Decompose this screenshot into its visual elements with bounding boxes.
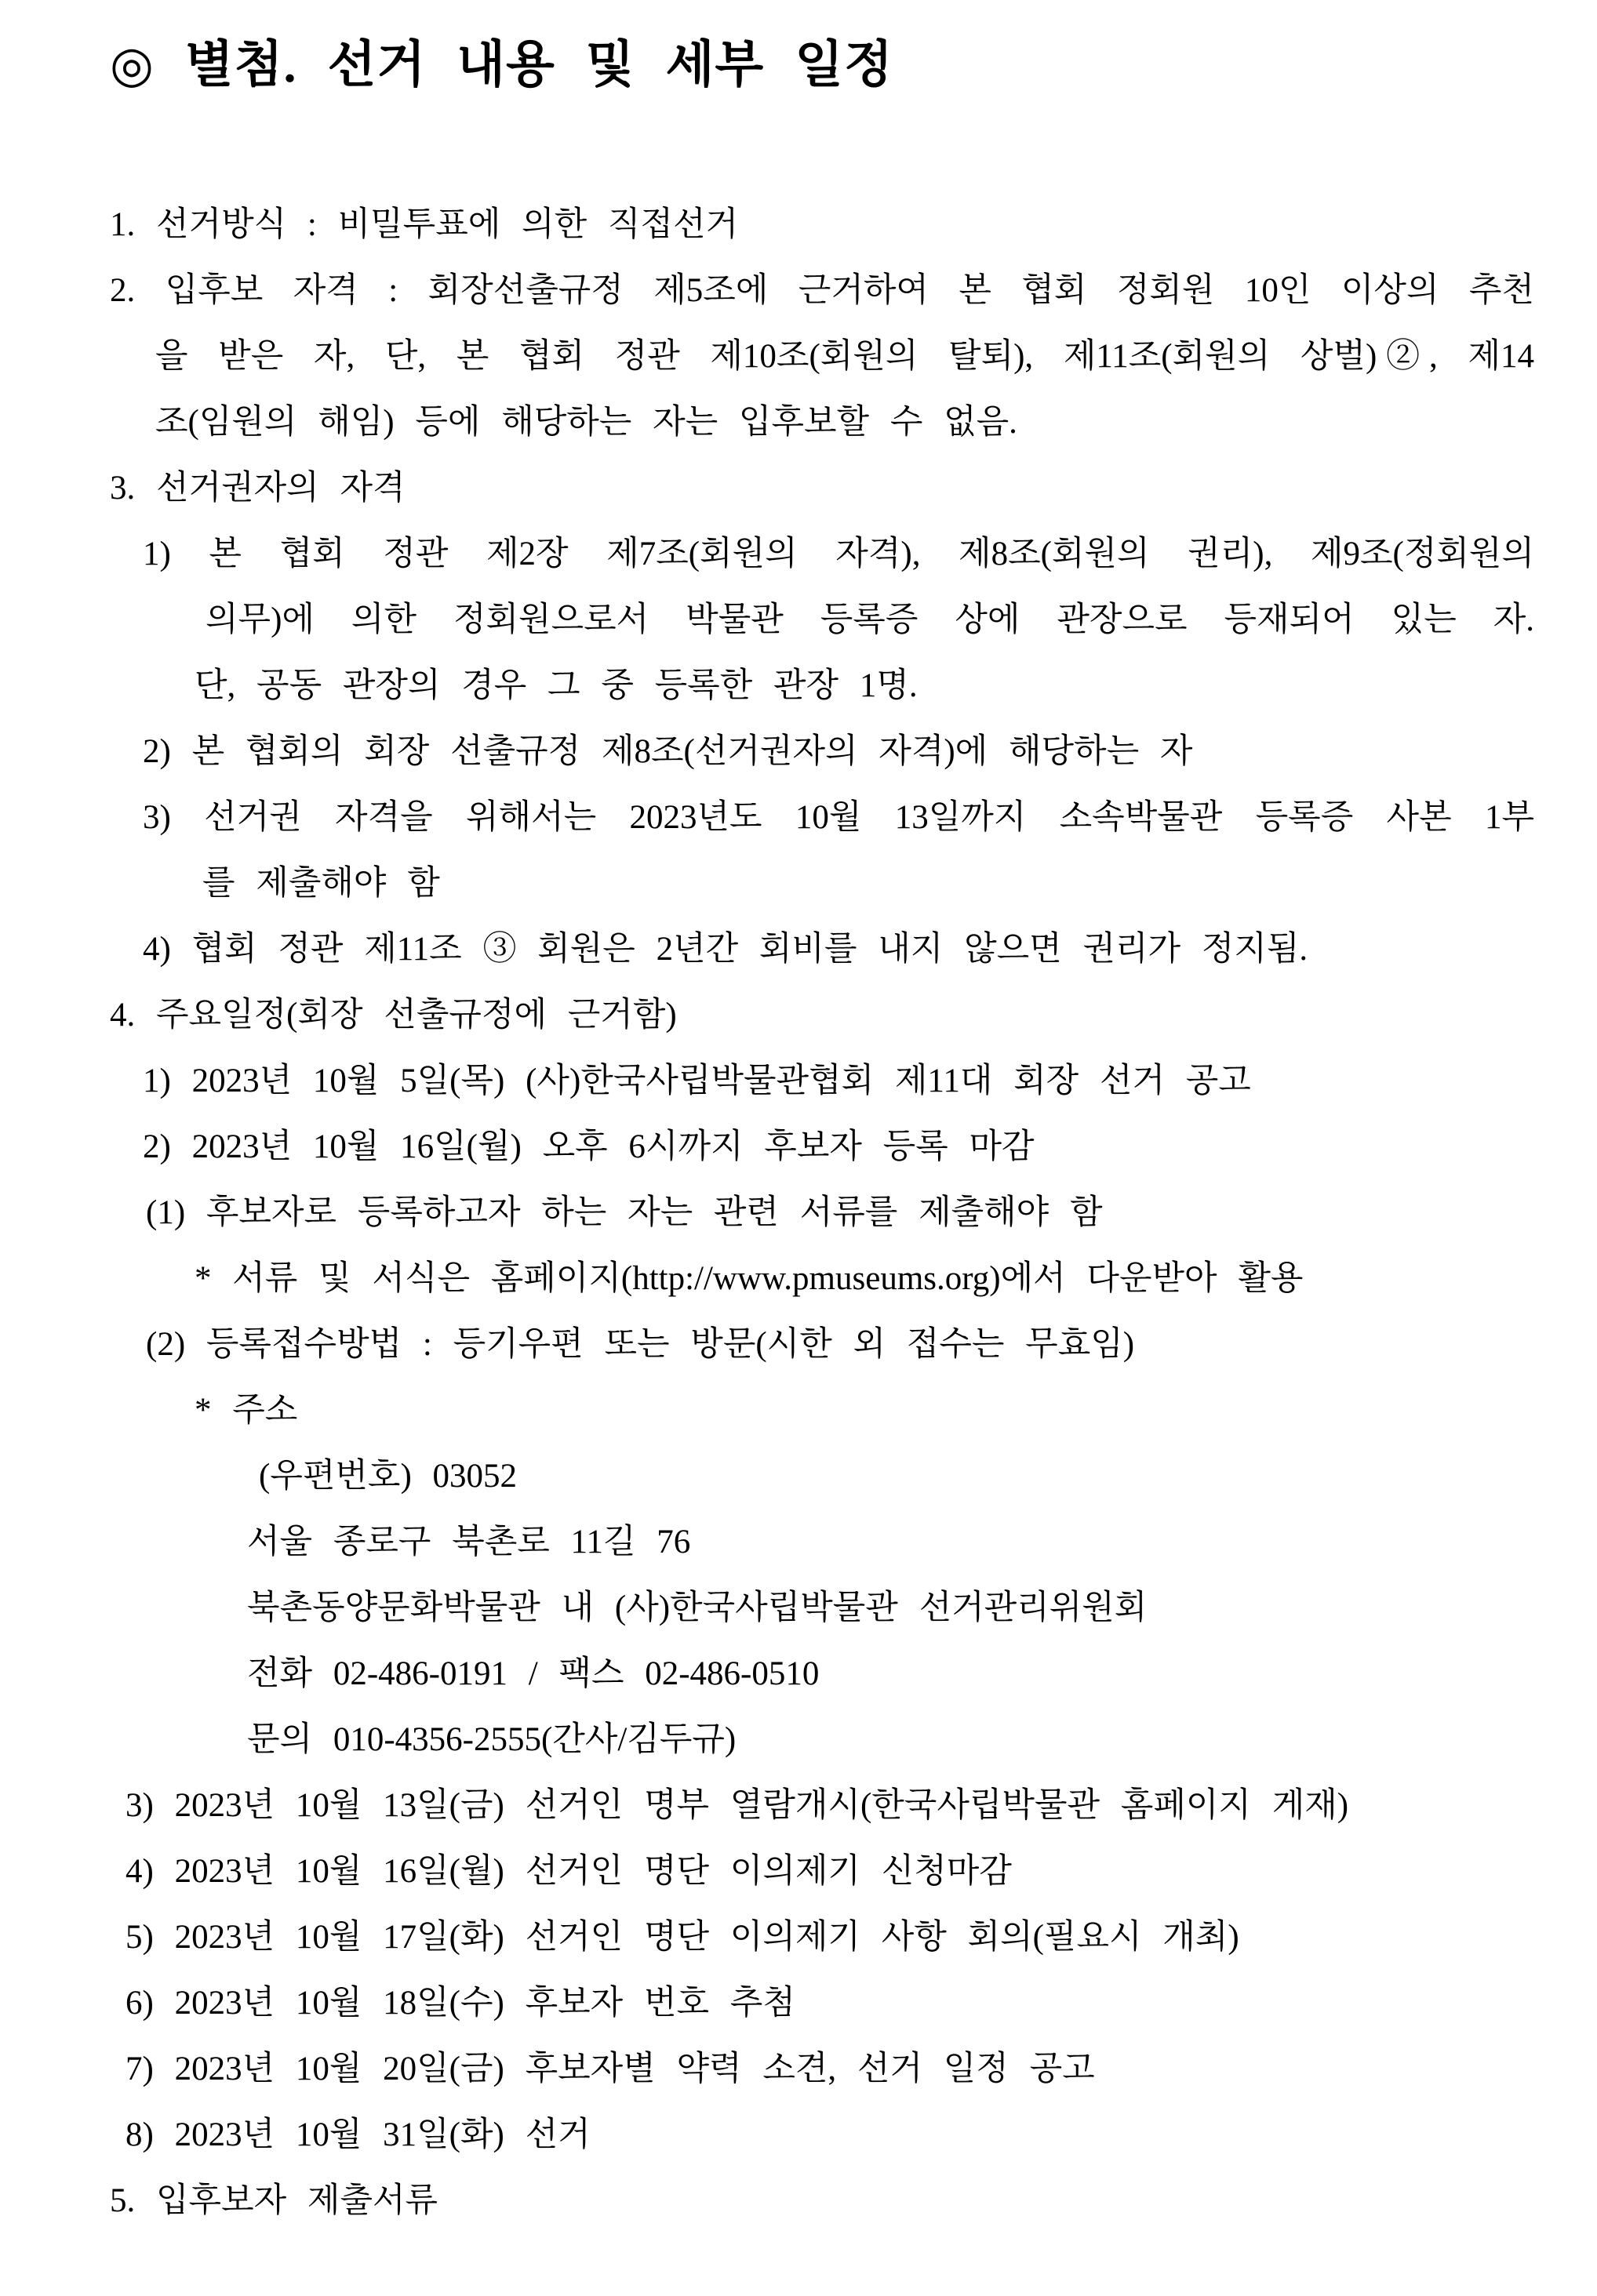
doc-line: 3) 선거권 자격을 위해서는 2023년도 10월 13일까지 소속박물관 등록증 사본 1부 <box>143 799 1534 836</box>
doc-line: 8) 2023년 10월 31일(화) 선거 <box>126 2116 591 2153</box>
doc-line: 4) 2023년 10월 16일(월) 선거인 명단 이의제기 신청마감 <box>126 1853 1012 1890</box>
doc-line: (우편번호) 03052 <box>259 1458 518 1495</box>
doc-line: 5. 입후보자 제출서류 <box>110 2182 438 2219</box>
doc-line: 의무)에 의한 정회원으로서 박물관 등록증 상에 관장으로 등재되어 있는 자. <box>206 601 1534 638</box>
doc-line: 를 제출해야 함 <box>202 865 440 902</box>
doc-line: 7) 2023년 10월 20일(금) 후보자별 약력 소견, 선거 일정 공고 <box>126 2051 1095 2087</box>
doc-line: 1) 본 협회 정관 제2장 제7조(회원의 자격), 제8조(회원의 권리), 제9조(정회원의 <box>143 536 1534 572</box>
doc-line: 문의 010-4356-2555(간사/김두규) <box>247 1721 737 1758</box>
doc-line: (2) 등록접수방법 : 등기우편 또는 방문(시한 외 접수는 무효임) <box>146 1326 1135 1363</box>
doc-line: 전화 02-486-0191 / 팩스 02-486-0510 <box>247 1655 820 1692</box>
document-page <box>0 38 1597 2296</box>
doc-line: 조(임원의 해임) 등에 해당하는 자는 입후보할 수 없음. <box>155 404 1017 441</box>
doc-line: (1) 후보자로 등록하고자 하는 자는 관련 서류를 제출해야 함 <box>146 1194 1103 1231</box>
doc-line: 3. 선거권자의 자격 <box>110 470 406 507</box>
doc-line: 4) 협회 정관 제11조 ③ 회원은 2년간 회비를 내지 않으면 권리가 정지됨. <box>143 931 1308 968</box>
page-title: ◎ 별첨. 선거 내용 및 세부 일정 <box>110 37 893 93</box>
doc-line: 2. 입후보 자격 : 회장선출규정 제5조에 근거하여 본 협회 정회원 10인 이상의 추천 <box>110 272 1534 309</box>
doc-line: * 서류 및 서식은 홈페이지(http://www.pmuseums.org)에서 다운받아 활용 <box>195 1260 1304 1297</box>
doc-line: 북촌동양문화박물관 내 (사)한국사립박물관 선거관리위원회 <box>247 1589 1148 1626</box>
doc-line: 4. 주요일정(회장 선출규정에 근거함) <box>110 997 677 1034</box>
document-body <box>0 192 1597 2234</box>
doc-line: 5) 2023년 10월 17일(화) 선거인 명단 이의제기 사항 회의(필요시 개최) <box>126 1919 1239 1956</box>
doc-line: 2) 2023년 10월 16일(월) 오후 6시까지 후보자 등록 마감 <box>143 1128 1035 1165</box>
doc-line: * 주소 <box>195 1392 298 1429</box>
doc-line: 2) 본 협회의 회장 선출규정 제8조(선거권자의 자격)에 해당하는 자 <box>143 733 1193 770</box>
doc-line: 1. 선거방식 : 비밀투표에 의한 직접선거 <box>110 206 739 243</box>
doc-line: 을 받은 자, 단, 본 협회 정관 제10조(회원의 탈퇴), 제11조(회원의 상벌)②, 제14 <box>155 338 1534 375</box>
doc-line: 6) 2023년 10월 18일(수) 후보자 번호 추첨 <box>126 1985 795 2022</box>
doc-line: 1) 2023년 10월 5일(목) (사)한국사립박물관협회 제11대 회장 선거 공고 <box>143 1063 1251 1099</box>
doc-line: 서울 종로구 북촌로 11길 76 <box>247 1524 691 1560</box>
doc-line: 3) 2023년 10월 13일(금) 선거인 명부 열람개시(한국사립박물관 홈페이지 게재) <box>126 1787 1349 1824</box>
doc-line: 단, 공동 관장의 경우 그 중 등록한 관장 1명. <box>195 667 918 704</box>
